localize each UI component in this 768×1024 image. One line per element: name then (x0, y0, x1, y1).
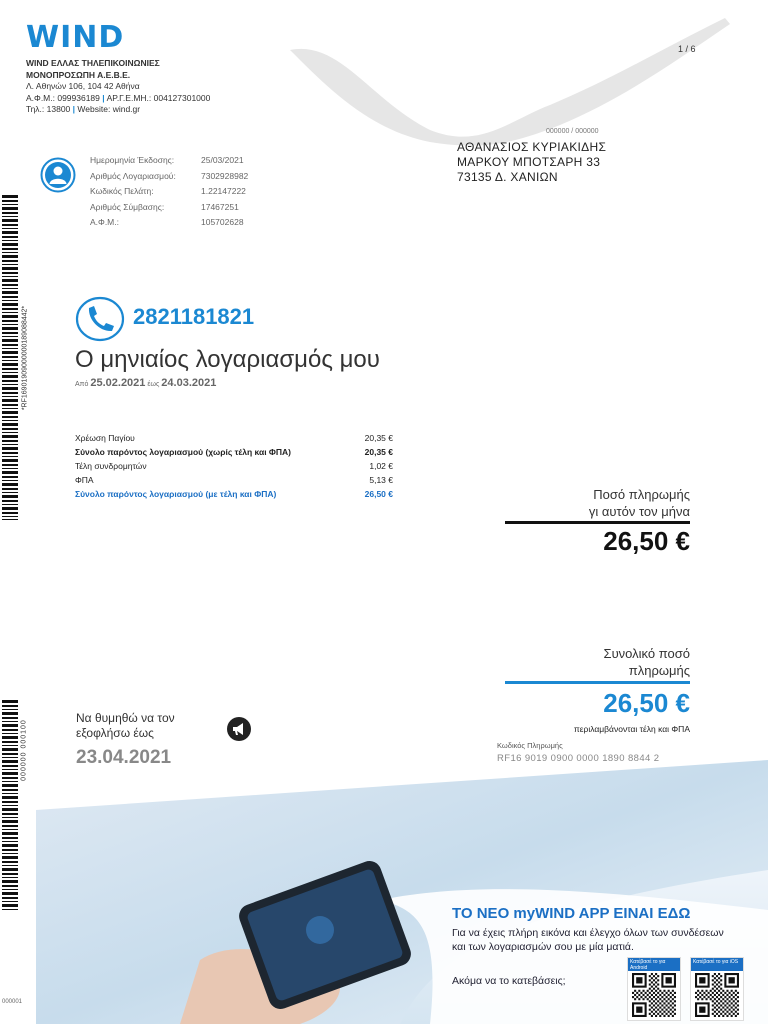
reminder-line2: εξοφλήσω έως (76, 726, 154, 740)
ios-qr-card[interactable] (690, 957, 744, 1021)
recipient-name: ΑΘΑΝΑΣΙΟΣ ΚΥΡΙΑΚΙΔΗΣ (457, 140, 607, 154)
charge-value: 20,35 € (364, 433, 393, 443)
period-from-label: Από (75, 381, 89, 388)
charge-row (75, 447, 393, 461)
payment-amount: 26,50 € (603, 526, 690, 556)
download-prompt: Ακόμα να το κατεβάσεις; (452, 975, 566, 987)
side-code: 000000 000100 (20, 719, 28, 781)
vertical-barcode (2, 195, 18, 520)
vat-note: περιλαμβάνονται τέλη και ΦΠΑ (573, 724, 690, 734)
account-info-table (90, 155, 248, 233)
ios-badge: Κατέβασέ το για iOS (691, 958, 743, 971)
info-value: 1.22147222 (201, 186, 246, 196)
company-gemi: ΑΡ.Γ.Ε.ΜΗ.: 004127301000 (106, 92, 211, 103)
info-label: Ημερομηνία Έκδοσης: (90, 155, 175, 165)
period-from-date: 25.02.2021 (90, 377, 146, 389)
megaphone-icon (226, 716, 252, 742)
charge-label: Σύνολο παρόντος λογαριασμού (χωρίς τέλη και ΦΠΑ) (75, 447, 292, 457)
period-to-label: έως (147, 381, 160, 388)
barcode-text-wrapper (20, 195, 30, 520)
recipient-address (457, 140, 606, 185)
page-title: Ο μηνιαίος λογαριασμός μου (75, 346, 380, 373)
promo-description (452, 926, 752, 954)
total-label-line1: Συνολικό ποσό (603, 646, 690, 661)
recipient-city: 73135 Δ. ΧΑΝΙΩΝ (457, 170, 558, 184)
charge-value: 26,50 € (364, 489, 393, 499)
promo-title: ΤΟ ΝΕΟ myWIND APP ΕΙΝΑΙ ΕΔΩ (452, 905, 691, 922)
company-name-line2: ΜΟΝΟΠΡΟΣΩΠΗ Α.Ε.Β.Ε. (26, 69, 131, 80)
android-qr-code (632, 973, 676, 1017)
info-label: Αριθμός Σύμβασης: (90, 201, 165, 212)
phone-icon (75, 296, 125, 342)
company-info: WIND ΕΛΛΑΣ ΤΗΛΕΠΙΚΟΙΝΩΝΙΕΣ ΜΟΝΟΠΡΟΣΩΠΗ Α.Ε.Β.Ε. Λ. Αθηνών 106, 104 42 Αθήνα Α.Φ.Μ.: 099936189 | ΑΡ.Γ.Ε.ΜΗ.: 004127301000 Τηλ.: 13800 | Website: wind.gr (26, 58, 211, 114)
due-date: 23.04.2021 (76, 747, 172, 768)
charge-value: 1,02 € (369, 461, 393, 471)
billing-period (75, 377, 216, 389)
info-label: Κωδικός Πελάτη: (90, 186, 154, 196)
company-phone: Τηλ.: 13800 (26, 104, 71, 114)
payment-label-line2: γι αυτόν τον μήνα (588, 504, 690, 519)
charge-row (75, 461, 393, 475)
payment-code-label: Κωδικός Πληρωμής (497, 741, 563, 750)
android-badge: Κατέβασέ το για Android (628, 958, 680, 971)
charge-label: Σύνολο παρόντος λογαριασμού (με τέλη και ΦΠΑ) (75, 489, 277, 499)
company-website: Website: wind.gr (77, 104, 141, 114)
total-amount: 26,50 € (603, 688, 690, 718)
brand-swoosh-graphic (280, 10, 740, 150)
payment-code-value: RF16 9019 0900 0000 1890 8844 2 (497, 753, 660, 764)
bill-phone-number: 2821181821 (133, 304, 255, 329)
reminder-text (76, 711, 175, 741)
info-label: Αριθμός Λογαριασμού: (90, 170, 176, 181)
info-label: Α.Φ.Μ.: (90, 217, 119, 227)
promo-desc-line1: Για να έχεις πλήρη εικόνα και έλεγχο όλων των συνδέσεων (452, 927, 724, 939)
wind-logo: WIND (26, 20, 125, 55)
charge-row (75, 475, 393, 489)
charge-value: 5,13 € (369, 475, 393, 485)
payment-label-line1: Ποσό πληρωμής (593, 487, 690, 502)
recipient-ref-code: 000000 / 000000 (546, 128, 599, 135)
info-value: 25/03/2021 (201, 155, 244, 165)
info-value: 7302928982 (201, 170, 249, 181)
payment-label (540, 486, 690, 520)
info-value: 105702628 (201, 217, 244, 227)
total-label-line2: πληρωμής (628, 663, 690, 678)
info-row (90, 171, 248, 187)
info-row (90, 202, 248, 218)
info-row (90, 155, 248, 171)
company-address: Λ. Αθηνών 106, 104 42 Αθήνα (26, 81, 140, 91)
charge-row (75, 489, 393, 503)
total-divider (505, 681, 690, 684)
ios-qr-code (695, 973, 739, 1017)
reminder-line1: Να θυμηθώ να τον (76, 711, 175, 725)
android-qr-card[interactable] (627, 957, 681, 1021)
user-icon (40, 157, 76, 193)
barcode-text: *RF16901909000000189088442* (21, 305, 29, 410)
charge-label: Τέλη συνδρομητών (75, 461, 147, 471)
recipient-street: ΜΑΡΚΟΥ ΜΠΟΤΣΑΡΗ 33 (457, 155, 601, 169)
info-row (90, 186, 248, 202)
footer-code: 000001 (2, 999, 23, 1005)
info-row (90, 217, 248, 233)
charge-label: Χρέωση Παγίου (75, 433, 135, 443)
page-number: 1 / 6 (678, 44, 696, 54)
company-name-line1: WIND ΕΛΛΑΣ ΤΗΛΕΠΙΚΟΙΝΩΝΙΕΣ (26, 58, 160, 68)
charges-table (75, 433, 393, 503)
info-value: 17467251 (201, 201, 239, 212)
payment-divider (505, 521, 690, 524)
company-afm: Α.Φ.Μ.: 099936189 (26, 92, 100, 103)
charge-value: 20,35 € (364, 447, 393, 457)
charge-row (75, 433, 393, 447)
charge-label: ΦΠΑ (75, 475, 94, 485)
promo-desc-line2: και των λογαριασμών σου με μία ματιά. (452, 941, 634, 953)
period-to-date: 24.03.2021 (161, 377, 217, 389)
total-label (540, 645, 690, 679)
